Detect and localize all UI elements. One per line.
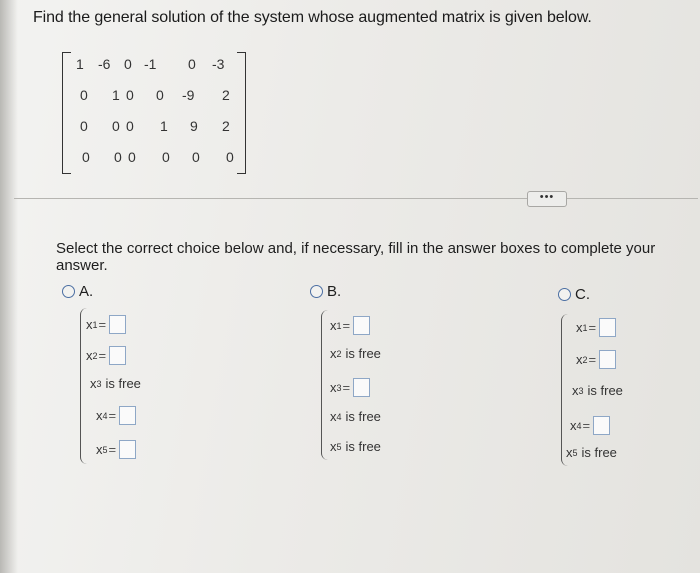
variable-name: x [90, 376, 97, 391]
variable-subscript: 1 [92, 319, 98, 330]
answer-box-a-x2[interactable] [109, 346, 126, 365]
more-button[interactable]: ••• [527, 191, 567, 207]
variable-subscript: 3 [96, 378, 102, 389]
equals-sign: = [98, 317, 107, 332]
choice-a-row-x3 [90, 376, 141, 391]
variable-name: x [572, 383, 579, 398]
choice-b-row-x5 [330, 439, 381, 454]
matrix-cell: 0 [156, 87, 164, 103]
variable-subscript: 3 [578, 385, 584, 396]
matrix-cell: 0 [112, 118, 120, 134]
variable-name: x [330, 439, 337, 454]
variable-name: x [330, 346, 337, 361]
variable-subscript: 3 [336, 382, 342, 393]
variable-name: x [566, 445, 573, 460]
matrix-cell: -3 [212, 56, 225, 72]
variable-name: x [330, 409, 337, 424]
answer-box-b-x3[interactable] [353, 378, 370, 397]
choice-b-row-x2 [330, 346, 381, 361]
variable-subscript: 2 [92, 350, 98, 361]
choice-c-row-x2 [576, 350, 616, 369]
equals-sign: = [108, 408, 117, 423]
choice-c-radio[interactable] [558, 288, 571, 301]
choice-b-label: B. [327, 283, 342, 300]
equals-sign: = [588, 352, 597, 367]
free-label: is free [105, 376, 141, 391]
choice-b-row-x4 [330, 409, 381, 424]
variable-name: x [86, 348, 93, 363]
variable-subscript: 5 [572, 447, 578, 458]
choice-a[interactable] [62, 283, 93, 300]
variable-name: x [330, 318, 337, 333]
matrix-cell: 0 [124, 56, 132, 72]
choice-c-brace [561, 314, 568, 466]
equals-sign: = [582, 418, 591, 433]
matrix-cell: -9 [182, 87, 195, 103]
variable-subscript: 2 [582, 354, 588, 365]
matrix-cell: 0 [126, 118, 134, 134]
matrix-cell: 2 [222, 118, 230, 134]
matrix-cell: 0 [226, 149, 234, 165]
section-divider [14, 198, 698, 199]
answer-box-c-x4[interactable] [593, 416, 610, 435]
matrix-cell: 0 [192, 149, 200, 165]
matrix-cell: 0 [82, 149, 90, 165]
instruction-text: Select the correct choice below and, if necessary, fill in the answer boxes to complete your answer. [56, 240, 656, 274]
choice-a-radio[interactable] [62, 285, 75, 298]
matrix-cell: 0 [126, 87, 134, 103]
free-label: is free [345, 439, 381, 454]
matrix-left-bracket [62, 52, 71, 174]
choice-b-row-x1 [330, 316, 370, 335]
answer-box-c-x2[interactable] [599, 350, 616, 369]
equals-sign: = [98, 348, 107, 363]
variable-name: x [570, 418, 577, 433]
variable-subscript: 5 [336, 441, 342, 452]
choice-b-brace [321, 310, 328, 460]
choice-c[interactable] [558, 286, 590, 303]
choice-a-row-x1 [86, 315, 126, 334]
matrix-cell: 0 [188, 56, 196, 72]
matrix-cell: -1 [144, 56, 157, 72]
choice-b[interactable] [310, 283, 341, 300]
choice-c-row-x4 [570, 416, 610, 435]
choice-a-row-x4 [96, 406, 136, 425]
matrix-cell: -6 [98, 56, 111, 72]
page-edge-shadow [0, 0, 18, 573]
answer-box-c-x1[interactable] [599, 318, 616, 337]
free-label: is free [345, 346, 381, 361]
matrix-cell: 1 [76, 56, 84, 72]
equals-sign: = [108, 442, 117, 457]
variable-name: x [86, 317, 93, 332]
equals-sign: = [342, 380, 351, 395]
variable-subscript: 5 [102, 444, 108, 455]
variable-subscript: 4 [576, 420, 582, 431]
free-label: is free [587, 383, 623, 398]
answer-box-a-x1[interactable] [109, 315, 126, 334]
variable-subscript: 4 [336, 411, 342, 422]
choice-a-label: A. [79, 283, 94, 300]
variable-subscript: 1 [582, 322, 588, 333]
equals-sign: = [342, 318, 351, 333]
matrix-cell: 0 [80, 87, 88, 103]
variable-subscript: 2 [336, 348, 342, 359]
variable-name: x [330, 380, 337, 395]
matrix-cell: 0 [114, 149, 122, 165]
matrix-cell: 1 [112, 87, 120, 103]
variable-name: x [96, 442, 103, 457]
variable-subscript: 4 [102, 410, 108, 421]
variable-name: x [576, 320, 583, 335]
matrix-cell: 2 [222, 87, 230, 103]
choice-c-row-x5 [566, 445, 617, 460]
matrix-cell: 0 [128, 149, 136, 165]
free-label: is free [581, 445, 617, 460]
matrix-cell: 0 [162, 149, 170, 165]
choice-c-row-x3 [572, 383, 623, 398]
variable-name: x [576, 352, 583, 367]
matrix-cell: 9 [190, 118, 198, 134]
matrix-cell: 0 [80, 118, 88, 134]
choice-c-label: C. [575, 286, 590, 303]
matrix-cell: 1 [160, 118, 168, 134]
choice-b-row-x3 [330, 378, 370, 397]
choice-a-row-x2 [86, 346, 126, 365]
answer-box-a-x5[interactable] [119, 440, 136, 459]
answer-box-a-x4[interactable] [119, 406, 136, 425]
augmented-matrix [62, 52, 246, 174]
answer-box-b-x1[interactable] [353, 316, 370, 335]
choice-a-row-x5 [96, 440, 136, 459]
matrix-right-bracket [237, 52, 246, 174]
question-text: Find the general solution of the system whose augmented matrix is given below. [33, 9, 592, 26]
choice-c-row-x1 [576, 318, 616, 337]
equals-sign: = [588, 320, 597, 335]
variable-subscript: 1 [336, 320, 342, 331]
choice-b-radio[interactable] [310, 285, 323, 298]
free-label: is free [345, 409, 381, 424]
variable-name: x [96, 408, 103, 423]
